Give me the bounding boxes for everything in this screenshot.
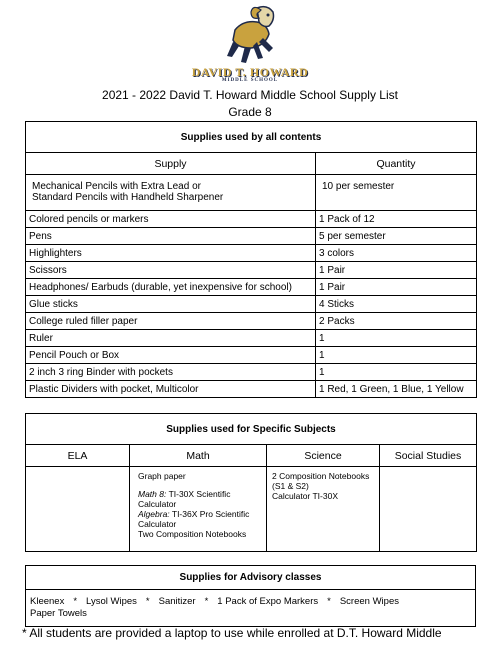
math8-label: Math 8: xyxy=(138,489,167,499)
supply-cell: Scissors xyxy=(26,262,316,279)
ela-cell xyxy=(26,467,130,552)
advisory-item: Lysol Wipes xyxy=(86,596,137,607)
math8-text: TI-30X Scientific xyxy=(166,489,231,499)
separator-asterisk: * xyxy=(204,596,209,607)
advisory-items-line xyxy=(30,596,472,608)
math-line: Calculator xyxy=(138,499,177,509)
table-caption: Supplies used by all contents xyxy=(26,122,477,153)
column-header-quantity: Quantity xyxy=(316,153,477,175)
table-row xyxy=(26,313,477,330)
logo-wordmark: DAVID T. HOWARD xyxy=(191,65,309,79)
supply-cell: Pens xyxy=(26,228,316,245)
math-line: Calculator xyxy=(138,519,177,529)
table-row xyxy=(26,330,477,347)
subject-supplies-table xyxy=(25,413,477,552)
table-row xyxy=(26,262,477,279)
quantity-cell: 10 per semester xyxy=(316,175,477,211)
math-cell xyxy=(130,467,267,552)
science-line: Calculator TI-30X xyxy=(272,491,338,501)
advisory-items-cell xyxy=(26,590,476,627)
science-cell xyxy=(267,467,380,552)
column-header-math: Math xyxy=(130,445,267,467)
supply-cell: 2 inch 3 ring Binder with pockets xyxy=(26,364,316,381)
general-supplies-table xyxy=(25,121,477,398)
supply-cell: Pencil Pouch or Box xyxy=(26,347,316,364)
quantity-cell: 1 Pair xyxy=(316,279,477,296)
separator-asterisk: * xyxy=(327,596,331,607)
table-row xyxy=(26,279,477,296)
table-row xyxy=(26,211,477,228)
advisory-item: Screen Wipes xyxy=(339,596,399,607)
math-line: Two Composition Notebooks xyxy=(138,529,247,539)
separator-asterisk: * xyxy=(145,596,150,607)
separator-asterisk: * xyxy=(73,596,78,607)
ram-mascot-icon xyxy=(223,2,279,66)
quantity-cell: 1 Pack of 12 xyxy=(316,211,477,228)
table-row xyxy=(26,228,477,245)
table-row xyxy=(26,347,477,364)
supply-cell: Glue sticks xyxy=(26,296,316,313)
column-header-social-studies: Social Studies xyxy=(380,445,477,467)
quantity-cell: 1 xyxy=(316,364,477,381)
quantity-cell: 4 Sticks xyxy=(316,296,477,313)
logo-subtitle: MIDDLE SCHOOL xyxy=(221,78,279,83)
quantity-cell: 1 xyxy=(316,347,477,364)
math-line xyxy=(138,489,263,499)
table-row xyxy=(26,175,477,211)
table-row xyxy=(26,381,477,398)
supply-cell: Ruler xyxy=(26,330,316,347)
science-line: (S1 & S2) xyxy=(272,481,309,491)
advisory-item: 1 Pack of Expo Markers xyxy=(217,596,319,607)
supply-cell: Plastic Dividers with pocket, Multicolor xyxy=(26,381,316,398)
column-header-supply: Supply xyxy=(26,153,316,175)
quantity-cell: 1 Red, 1 Green, 1 Blue, 1 Yellow xyxy=(316,381,477,398)
social-studies-cell xyxy=(380,467,477,552)
algebra-text: TI-36X Pro Scientific xyxy=(169,509,250,519)
quantity-cell: 1 xyxy=(316,330,477,347)
quantity-cell: 5 per semester xyxy=(316,228,477,245)
footnote: * All students are provided a laptop to use while enrolled at D.T. Howard Middle xyxy=(22,626,442,640)
advisory-item: Kleenex xyxy=(30,596,65,607)
column-header-science: Science xyxy=(267,445,380,467)
supply-cell xyxy=(26,175,316,211)
table-row xyxy=(26,364,477,381)
math-line xyxy=(138,509,263,519)
column-header-ela: ELA xyxy=(26,445,130,467)
advisory-item: Sanitizer xyxy=(158,596,196,607)
grade-label: Grade 8 xyxy=(228,105,272,119)
quantity-cell: 1 Pair xyxy=(316,262,477,279)
table-row xyxy=(26,296,477,313)
quantity-cell: 2 Packs xyxy=(316,313,477,330)
math-line: Graph paper xyxy=(138,471,186,481)
quantity-cell: 3 colors xyxy=(316,245,477,262)
algebra-label: Algebra: xyxy=(138,509,170,519)
supply-line: Mechanical Pencils with Extra Lead or xyxy=(32,181,201,192)
table-row xyxy=(26,245,477,262)
supply-line: Standard Pencils with Handheld Sharpener xyxy=(32,192,224,203)
supply-cell: Highlighters xyxy=(26,245,316,262)
table-caption: Supplies used for Specific Subjects xyxy=(26,414,477,445)
science-line: 2 Composition Notebooks xyxy=(272,471,370,481)
document-title: 2021 - 2022 David T. Howard Middle School Supply List xyxy=(102,88,398,102)
advisory-supplies-table xyxy=(25,565,476,627)
table-caption: Supplies for Advisory classes xyxy=(26,566,476,590)
supply-cell: Headphones/ Earbuds (durable, yet inexpensive for school) xyxy=(26,279,316,296)
supply-cell: Colored pencils or markers xyxy=(26,211,316,228)
advisory-item: Paper Towels xyxy=(30,608,87,619)
school-logo xyxy=(0,2,500,82)
supply-cell: College ruled filler paper xyxy=(26,313,316,330)
